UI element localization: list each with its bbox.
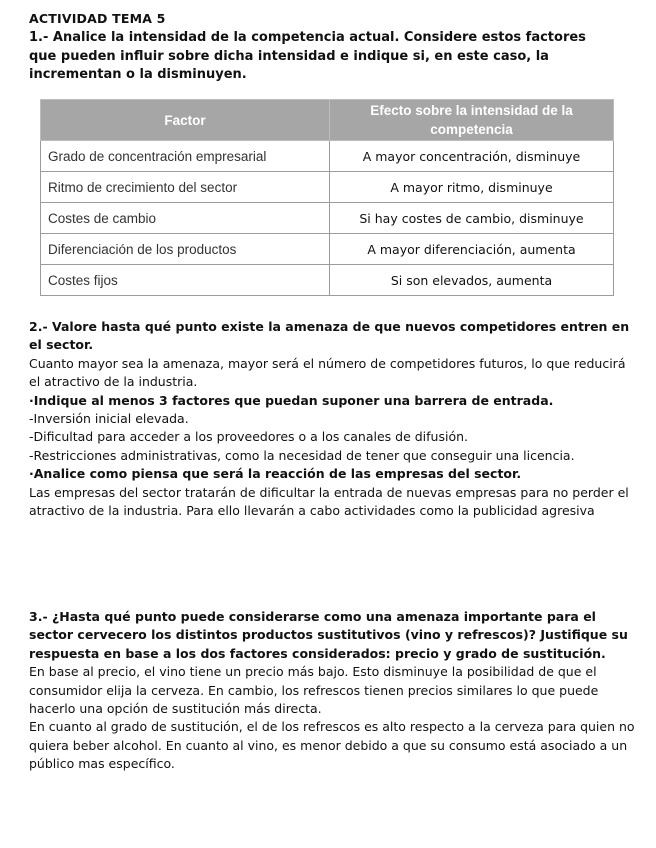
- factor-cell: Diferenciación de los productos: [41, 234, 330, 265]
- effect-cell: A mayor ritmo, disminuye: [330, 172, 614, 203]
- effect-cell: A mayor diferenciación, aumenta: [330, 234, 614, 265]
- question-2-text: 2.- Valore hasta qué punto existe la amenaza de que nuevos competidores entren en el sector.: [29, 319, 630, 353]
- effect-cell: Si son elevados, aumenta: [330, 265, 614, 296]
- header-factor: Factor: [41, 100, 330, 141]
- price-paragraph: En base al precio, el vino tiene un precio más bajo. Esto disminuye la posibilidad de que el consumidor elija la cerveza. En cambio, los refrescos tienen precios similares lo que puede hacerlo una opción de sustitución más directa.: [29, 664, 599, 717]
- header-effect: Efecto sobre la intensidad de la competencia: [330, 100, 614, 141]
- document-title: ACTIVIDAD TEMA 5: [29, 11, 166, 26]
- factors-table: [40, 99, 614, 296]
- table-header-row: [41, 100, 614, 141]
- barrier-item: -Dificultad para acceder a los proveedores o a los canales de difusión.: [29, 429, 468, 445]
- barrier-item: -Inversión inicial elevada.: [29, 411, 189, 427]
- factor-cell: Costes de cambio: [41, 203, 330, 234]
- reaction-answer: Las empresas del sector tratarán de dificultar la entrada de nuevas empresas para no perder el atractivo de la industria. Para ello llevarán a cabo actividades como la publicidad agresiva: [29, 484, 629, 519]
- question-1-text: 1.- Analice la intensidad de la competencia actual. Considere estos factores que pueden influir sobre dicha intensidad e indique si, en este caso, la incrementan o la disminuyen.: [29, 30, 586, 82]
- question-2-answer: Cuanto mayor sea la amenaza, mayor será el número de competidores futuros, lo que reducirá el atractivo de la industria.: [29, 355, 626, 390]
- factor-cell: Grado de concentración empresarial: [41, 141, 330, 172]
- substitution-paragraph: En cuanto al grado de sustitución, el de los refrescos es alto respecto a la cerveza para quien no quiera beber alcohol. En cuanto al vino, es menor debido a que su consumo está asociado a un público mas específico.: [29, 719, 635, 772]
- effect-cell: Si hay costes de cambio, disminuye: [330, 203, 614, 234]
- question-3-section: [29, 608, 635, 774]
- factor-cell: Ritmo de crecimiento del sector: [41, 172, 330, 203]
- table-row: [41, 141, 614, 172]
- table-row: [41, 172, 614, 203]
- question-2-section: [29, 318, 635, 520]
- table-row: [41, 234, 614, 265]
- question-3-text: 3.- ¿Hasta qué punto puede considerarse como una amenaza importante para el sector cervecero los distintos productos sustitutivos (vino y refrescos)? Justifique su respuesta en base a los dos factores considerados: precio y grado de sustitución.: [29, 609, 628, 661]
- table-row: [41, 265, 614, 296]
- effect-cell: A mayor concentración, disminuye: [330, 141, 614, 172]
- reaction-prompt: ·Analice como piensa que será la reacción de las empresas del sector.: [29, 466, 522, 482]
- barriers-prompt: ·Indique al menos 3 factores que puedan suponer una barrera de entrada.: [29, 392, 554, 408]
- barrier-item: -Restricciones administrativas, como la necesidad de tener que conseguir una licencia.: [29, 447, 575, 463]
- table-row: [41, 203, 614, 234]
- factor-cell: Costes fijos: [41, 265, 330, 296]
